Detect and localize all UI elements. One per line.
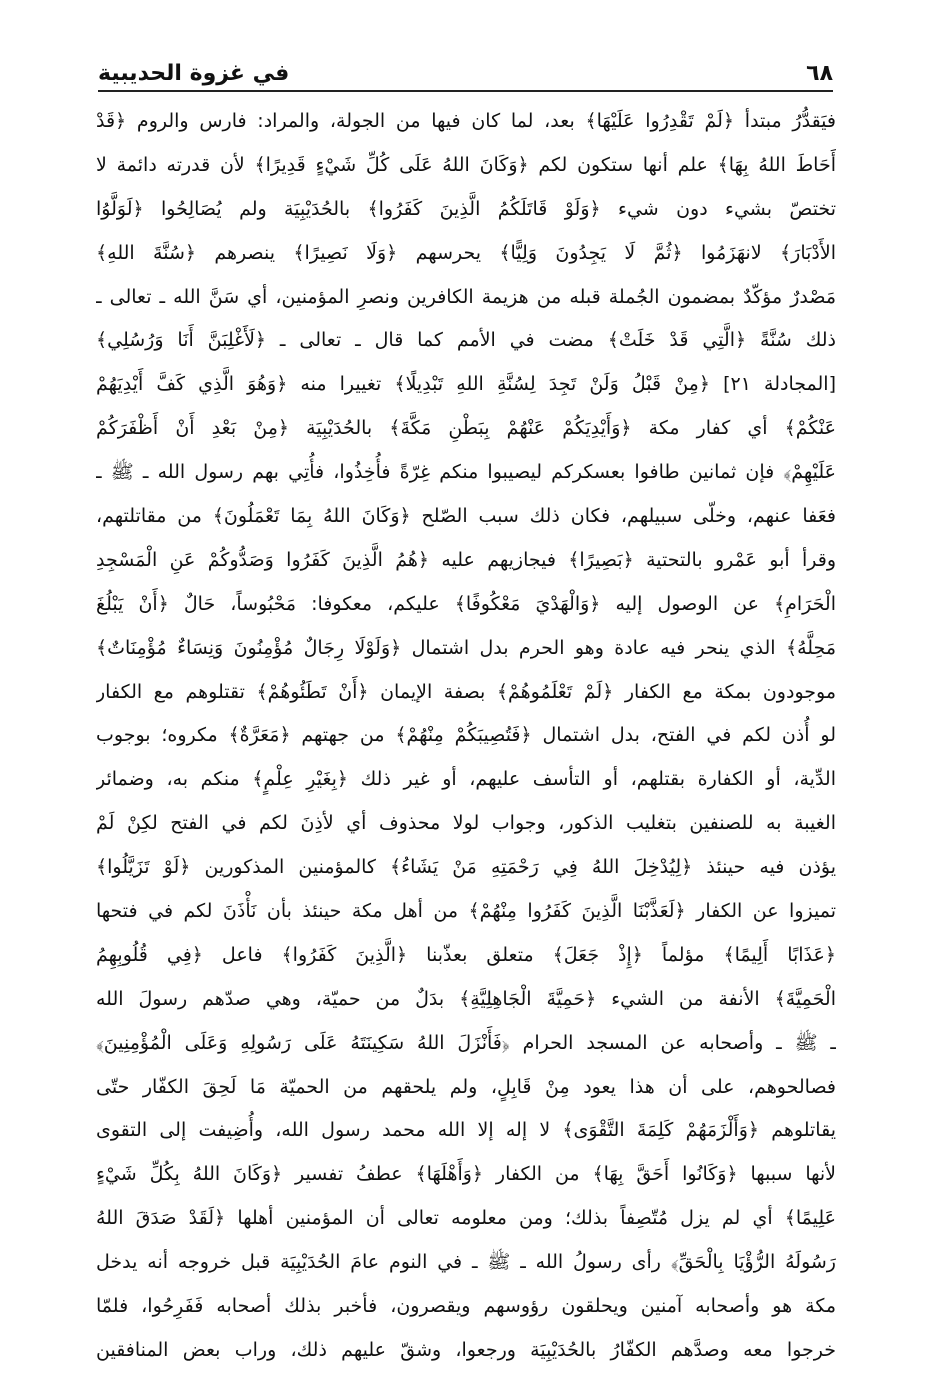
text-line: ـ ﷺ ـ وأصحابه عن المسجد الحرام ﴿فَأَنْزَلَ اللهُ سَكِينَتَهُ عَلَى رَسُولِهِ وَعَلَى الْمُؤْمِنِينَ﴾ xyxy=(96,1031,836,1054)
text-line: رَسُولَهُ الرُّؤْيَا بِالْحَقِّ﴾ رأى رسولُ الله ـ ﷺ ـ في النوم عامَ الحُدَيْبِيَة قبل خروجه أنه يدخل xyxy=(96,1251,836,1274)
text-line: عَلِيمًا﴾ أي لم يزل مُتّصِفاً بذلك؛ ومن معلومه تعالى أن المؤمنين أهلها ﴿لَقَدْ صَدَقَ اللهُ xyxy=(96,1207,836,1230)
text-line: فيَقدُّرُ مبتدأ ﴿لَمْ تَقْدِرُوا عَلَيْهَا﴾ بعد، لما كان فيها من الجولة، والمراد: فارس والروم ﴿قَدْ xyxy=(96,110,836,132)
page-header xyxy=(98,44,833,90)
text-line: لأنها سببها ﴿وَكَانُوا أَحَقَّ بِهَا﴾ من الكفار ﴿وَأَهْلَهَا﴾ عطفُ تفسير ﴿وَكَانَ اللهُ بِكُلِّ شَيْءٍ xyxy=(96,1163,836,1186)
header-rule xyxy=(98,90,833,92)
text-line: فعَفا عنهم، وخلّى سبيلهم، فكان ذلك سبب الصّلح ﴿وَكَانَ اللهُ بِمَا تَعْمَلُونَ﴾ من مقاتلتهم، xyxy=(96,505,836,528)
text-line: الدِّية، أو الكفارة بقتلهم، أو التأسف عليهم، أو غير ذلك ﴿بِغَيْرِ عِلْمٍ﴾ منكم به، وضمائر xyxy=(96,768,836,791)
text-line: ﴿عَذَابًا أَلِيمًا﴾ مؤلماً ﴿إِذْ جَعَلَ﴾ متعلق بعذّبنا ﴿الَّذِينَ كَفَرُوا﴾ فاعل ﴿فِي قُلُوبِهِمُ xyxy=(96,943,836,966)
text-line: الْحَمِيَّةَ﴾ الأنفة من الشيء ﴿حَمِيَّةَ الْجَاهِلِيَّةِ﴾ بدَلٌ من حميّة، وهي صدّهم رسولَ الله xyxy=(96,987,836,1010)
text-line: يقاتلوهم ﴿وَأَلْزَمَهُمْ كَلِمَةَ التَّقْوَى﴾ لا إله إلا الله محمد رسول الله، وأُضِيفت إلى التقوى xyxy=(96,1119,836,1142)
text-line: مَحِلَّهُ﴾ الذي ينحر فيه عادة وهو الحرم بدل اشتمال ﴿وَلَوْلَا رِجَالٌ مُؤْمِنُونَ وَنِسَاءٌ مُؤْمِنَاتٌ﴾ xyxy=(96,636,836,659)
text-line: الْحَرَامِ﴾ عن الوصول إليه ﴿وَالْهَدْيَ مَعْكُوفًا﴾ عليكم، معكوفا: مَحْبُوساً، حَالٌ ﴿أَنْ يَبْلُغَ xyxy=(96,592,836,615)
text-line: تميزوا عن الكفار ﴿لَعَذَّبْنَا الَّذِينَ كَفَرُوا مِنْهُمْ﴾ من أهل مكة حينئذ بأن نَأْذَنَ لكم في فتحها xyxy=(96,900,836,923)
body-text xyxy=(96,100,836,1373)
text-line: فصالحوهم، على أن هذا يعود مِنْ قَابِلٍ، ولم يلحقهم من الحميّة مَا لَحِقَ الكفّار حتّى xyxy=(96,1075,836,1098)
text-line: خرجوا معه وصدَّهم الكفّارُ بالحُدَيْبِيَة ورجعوا، وشقّ عليهم ذلك، وراب بعض المنافقين xyxy=(96,1338,836,1361)
text-line: [المجادلة ٢١] ﴿مِنْ قَبْلُ وَلَنْ تَجِدَ لِسُنَّةِ اللهِ تَبْدِيلًا﴾ تغييرا منه ﴿وَهُوَ الَّذِي كَفَّ أَيْدِيَهُمْ xyxy=(96,373,836,396)
text-line: لو أُذن لكم في الفتح، بدل اشتمال ﴿فَتُصِيبَكُمْ مِنْهُمْ﴾ من جهتهم ﴿مَعَرَّةٌ﴾ مكروه؛ بوجوب xyxy=(96,724,836,747)
text-line: موجودون بمكة مع الكفار ﴿لَمْ تَعْلَمُوهُمْ﴾ بصفة الإيمان ﴿أَنْ تَطَئُوهُمْ﴾ تقتلوهم مع الكفار xyxy=(96,680,836,703)
text-line: يؤذن فيه حينئذ ﴿لِيُدْخِلَ اللهُ فِي رَحْمَتِهِ مَنْ يَشَاءُ﴾ كالمؤمنين المذكورين ﴿لَوْ تَزَيَّلُوا﴾ xyxy=(96,856,836,879)
text-line: وقرأ أبو عَمْرو بالتحتية ﴿بَصِيرًا﴾ فيجازيهم عليه ﴿هُمُ الَّذِينَ كَفَرُوا وَصَدُّوكُمْ عَنِ الْمَسْجِدِ xyxy=(96,548,836,571)
text-line: أَحَاطَ اللهُ بِهَا﴾ علم أنها ستكون لكم ﴿وَكَانَ اللهُ عَلَى كُلِّ شَيْءٍ قَدِيرًا﴾ لأن قدرته دائمة لا xyxy=(96,153,836,176)
text-line: الأَدْبَارَ﴾ لانهَزَمُوا ﴿ثُمَّ لَا يَجِدُونَ وَلِيًّا﴾ يحرسهم ﴿وَلَا نَصِيرًا﴾ ينصرهم ﴿سُنَّةَ اللهِ﴾ xyxy=(96,241,836,264)
text-line: الغيبة به للصنفين بتغليب الذكور، وجواب لولا محذوف أي لأذِنَ لكم في الفتح لكِنْ لَمْ xyxy=(96,812,836,835)
text-line: مكة هو وأصحابه آمنين ويحلقون رؤوسهم ويقصرون، فأخبر بذلك أصحابه فَفَرِحُوا، فلمّا xyxy=(96,1295,836,1318)
running-title: في غزوة الحديبية xyxy=(98,61,290,86)
text-line: عَنْكُمْ﴾ أي كفار مكة ﴿وَأَيْدِيَكُمْ عَنْهُمْ بِبَطْنِ مَكَّةَ﴾ بالحُدَيْبِيَة ﴿مِنْ بَعْدِ أَنْ أَظْفَرَكُمْ xyxy=(96,417,836,440)
page-number: ٦٨ xyxy=(806,61,833,86)
text-line: عَلَيْهِمْ﴾ فإن ثمانين طافوا بعسكركم ليصيبوا منكم غِرّةً فأُخِذُوا، فأُتِي بهم رسول الله ـ ﷺ ـ xyxy=(96,461,836,484)
text-line: تختصّ بشيء دون شيء ﴿وَلَوْ قَاتَلَكُمُ الَّذِينَ كَفَرُوا﴾ بالحُدَيْبِيَة ولم يُصَالِحُوا ﴿لَوَلَّوُا xyxy=(96,197,836,220)
text-line: مَصْدرٌ مؤكّدٌ بمضمون الجُملة قبله من هزيمة الكافرين ونصرِ المؤمنين، أي سَنَّ الله ـ تعالى ـ xyxy=(96,285,836,308)
text-line: ذلك سُنَّةً ﴿الَّتِي قَدْ خَلَتْ﴾ مضت في الأمم كما قال ـ تعالى ـ ﴿لَأَغْلِبَنَّ أَنَا وَرُسُلِي﴾ xyxy=(96,329,836,352)
